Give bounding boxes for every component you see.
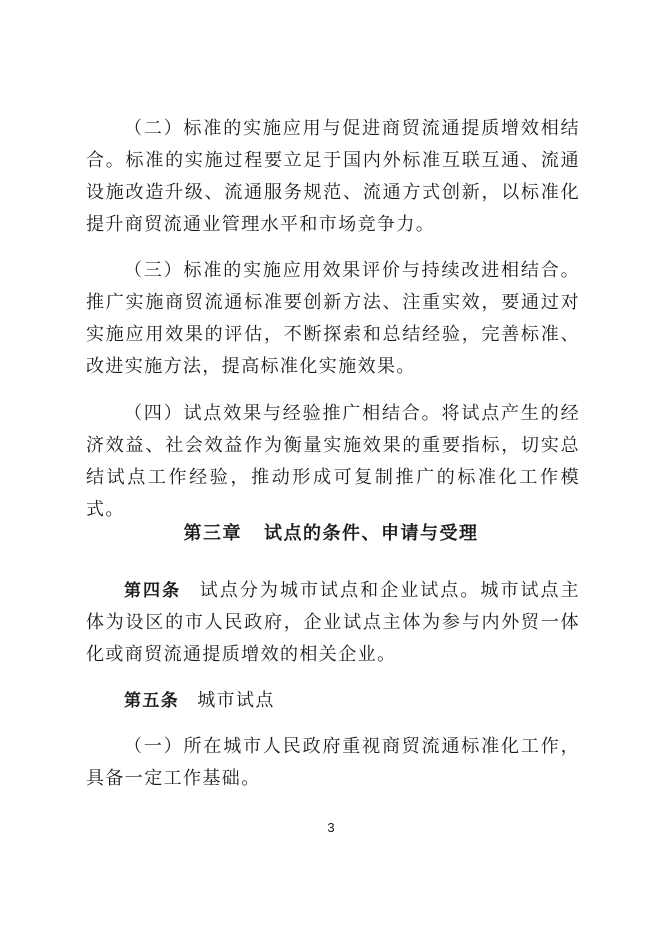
article-5-label: 第五条 — [124, 691, 180, 711]
chapter-number: 第三章 — [183, 523, 242, 544]
article-5-item-1: （一）所在城市人民政府重视商贸流通标准化工作，具备一定工作基础。 — [86, 736, 580, 789]
article-5-text: 城市试点 — [197, 690, 275, 711]
chapter-heading — [0, 518, 662, 550]
page-number: 3 — [327, 820, 335, 835]
article-4 — [86, 575, 580, 671]
article-4-text: 试点分为城市试点和企业试点。城市试点主体为设区的市人民政府，企业试点主体为参与内外贸一体化或商贸流通提质增效的相关企业。 — [86, 580, 580, 665]
article-4-label: 第四条 — [124, 581, 182, 601]
paragraph-item-4: （四）试点效果与经验推广相结合。将试点产生的经济效益、社会效益作为衡量实施效果的重要指标，切实总结试点工作经验，推动形成可复制推广的标准化工作模式。 — [86, 403, 580, 520]
article-5 — [86, 685, 580, 717]
paragraph-item-2: （二）标准的实施应用与促进商贸流通提质增效相结合。标准的实施过程要立足于国内外标准互联互通、流通设施改造升级、流通服务规范、流通方式创新，以标准化提升商贸流通业管理水平和市场竞争力。 — [86, 118, 580, 235]
chapter-title: 试点的条件、申请与受理 — [264, 523, 479, 544]
paragraph-item-3: （三）标准的实施应用效果评价与持续改进相结合。推广实施商贸流通标准要创新方法、注重实效，要通过对实施应用效果的评估，不断探索和总结经验，完善标准、改进实施方法，提高标准化实施效果。 — [86, 260, 580, 377]
